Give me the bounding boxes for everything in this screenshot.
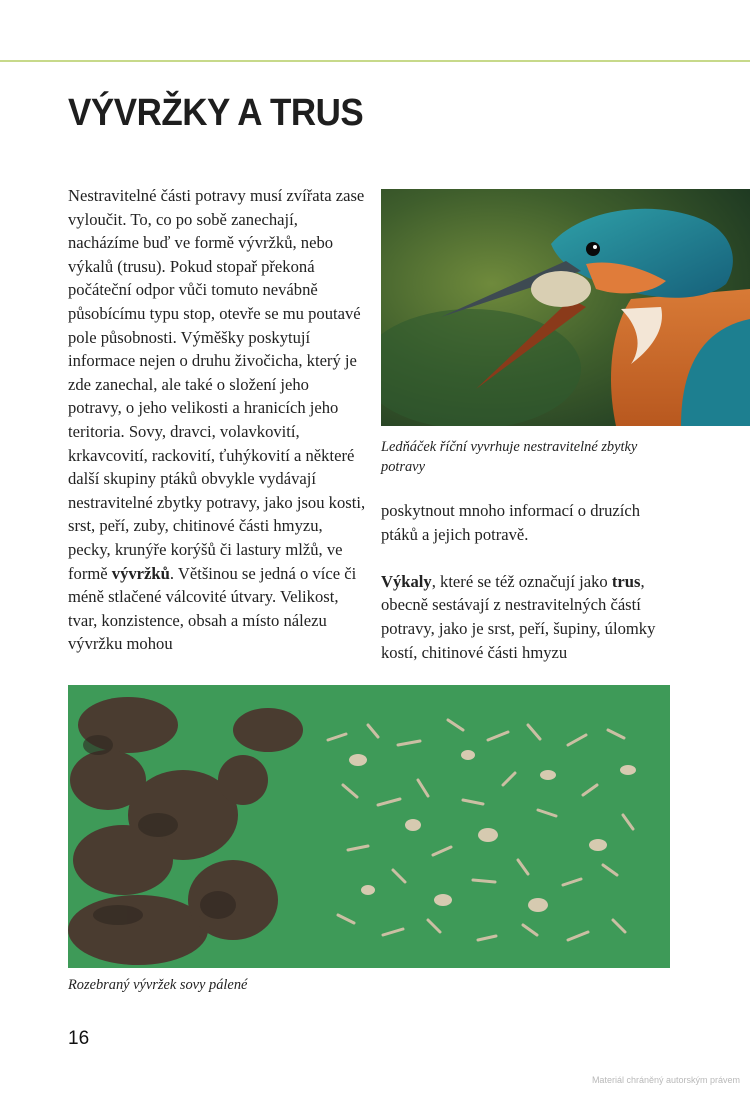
page-number: 16 (68, 1028, 90, 1049)
copyright-notice: Materiál chráněný autorským právem (591, 1075, 740, 1085)
body-column-left (68, 184, 366, 656)
pellet-caption: Rozebraný vývržek sovy pálené (68, 977, 248, 993)
paragraph: Výkaly, které se též označují jako trus, obecně sestávají z nestravitelných částí potravy, jako je srst, peří, šupiny, úlomky kostí, chitinové části hmyzu (381, 571, 656, 662)
kingfisher-photo (381, 189, 750, 426)
paragraph: poskytnout mnoho informací o druzích ptáků a jejich potravě. (381, 501, 641, 544)
page-title: VÝVRŽKY A TRUS (68, 92, 364, 134)
body-column-right (381, 499, 679, 664)
top-rule (0, 60, 750, 62)
kingfisher-caption: Ledňáček říční vyvrhuje nestravitelné zbytky potravy (381, 439, 638, 475)
owl-pellet-photo (68, 685, 670, 968)
paragraph: Nestravitelné části potravy musí zvířata zase vyloučit. To, co po sobě zanechají, nacházíme buď ve formě vývržků, nebo výkalů (trusu). Pokud stopař překoná počáteční odpor vůči tomuto nevábně působícímu typu stop, otevře se mu poutavé pole působnosti. Výměšky poskytují informace nejen o druhu živočicha, který je zde zanechal, ale také o složení jeho potravy, o jeho velikosti a hranicích jeho teritoria. Sovy, dravci, volavkovití, krkavcovití, rackovití, ťuhýkovití a některé další skupiny ptáků obvykle vydávají nestravitelné zbytky potravy, jako jsou kosti, srst, peří, zuby, chitinové části hmyzu, pecky, krunýře korýšů či lastury mlžů, ve formě vývržků. Většinou se jedná o více či méně stlačené válcovité útvary. Velikost, tvar, konzistence, obsah a místo nálezu vývržku mohou (68, 186, 366, 654)
